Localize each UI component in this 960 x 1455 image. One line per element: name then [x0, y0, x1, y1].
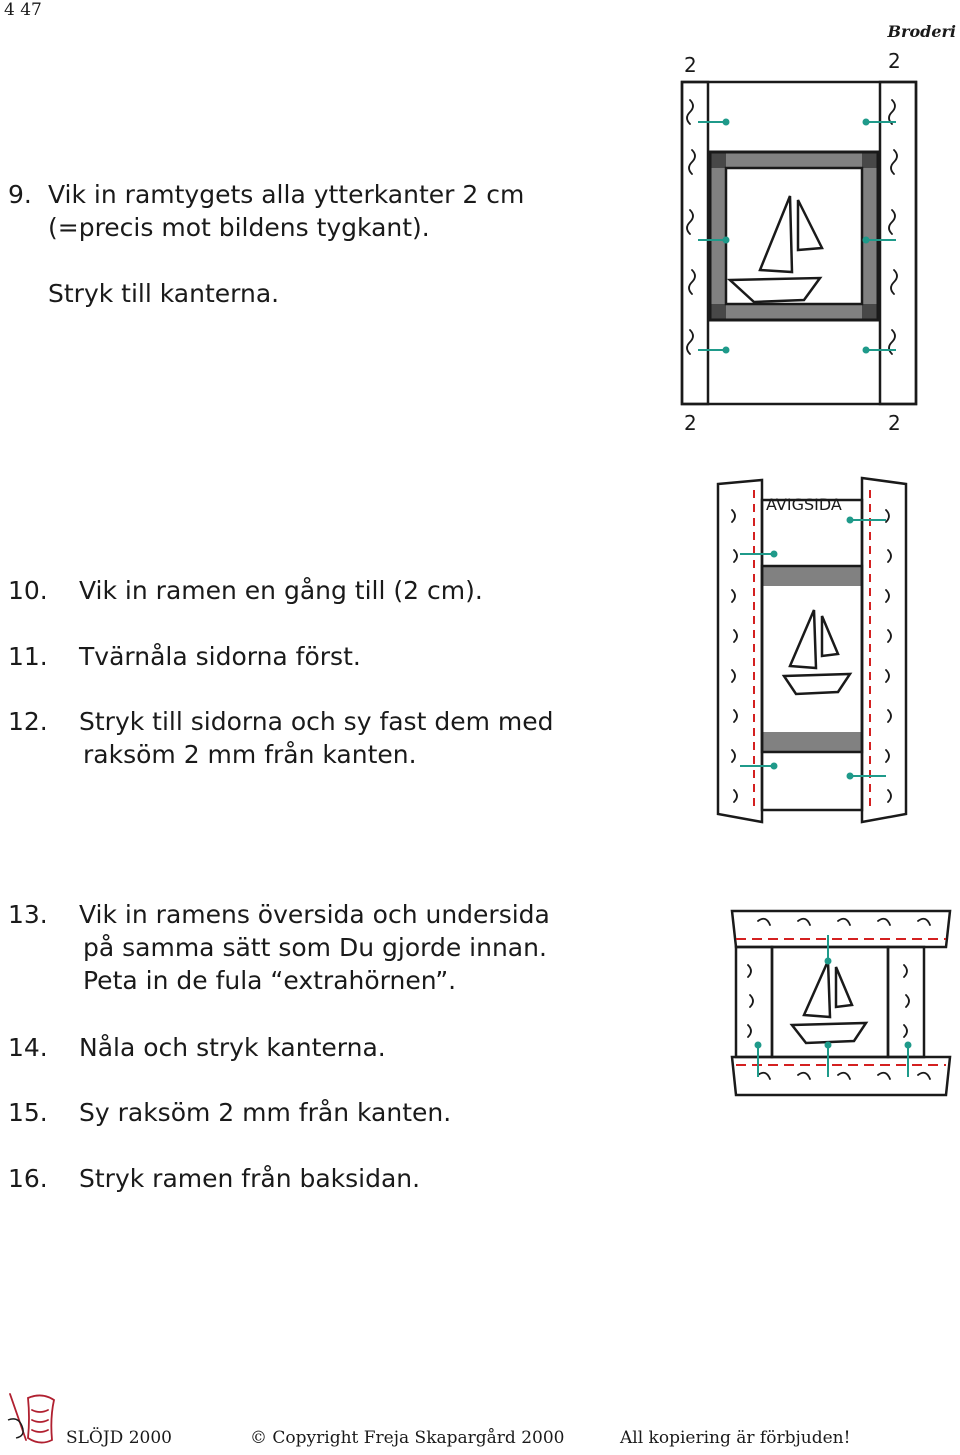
step-11: [8, 640, 361, 673]
step-text: raksöm 2 mm från kanten.: [83, 740, 417, 769]
slojd-logo-icon: [6, 1390, 58, 1450]
step-number: 16.: [8, 1164, 48, 1193]
step-number: 12.: [8, 707, 48, 736]
footer-brand: SLÖJD 2000: [66, 1428, 172, 1448]
step-text: (=precis mot bildens tygkant).: [48, 213, 430, 242]
step-12: [8, 705, 554, 771]
step-text: Nåla och stryk kanterna.: [79, 1033, 386, 1062]
step-number: 9.: [8, 180, 32, 209]
fold-measure-label: 2: [888, 49, 901, 73]
step-text: Stryk till sidorna och sy fast dem med: [79, 707, 554, 736]
step-9: [8, 178, 524, 310]
step-text: på samma sätt som Du gjorde innan.: [83, 933, 547, 962]
step-text: Peta in de fula “extrahörnen”.: [83, 966, 457, 995]
step-14: [8, 1031, 386, 1064]
step-number: 14.: [8, 1033, 48, 1062]
fold-measure-label: 2: [888, 411, 901, 435]
step-15: [8, 1096, 451, 1129]
step-number: 15.: [8, 1098, 48, 1127]
step-number: 13.: [8, 900, 48, 929]
step-text: Tvärnåla sidorna först.: [79, 642, 361, 671]
figure-fold-edges: [670, 40, 930, 440]
step-text: Sy raksöm 2 mm från kanten.: [79, 1098, 452, 1127]
section-title: Broderi: [887, 22, 956, 41]
step-text: Vik in ramtygets alla ytterkanter 2 cm: [48, 180, 525, 209]
step-number: 10.: [8, 576, 48, 605]
avigsida-label: AVIGSIDA: [766, 495, 842, 514]
fold-measure-label: 2: [684, 411, 697, 435]
step-number: 11.: [8, 642, 48, 671]
step-text: Vik in ramen en gång till (2 cm).: [79, 576, 483, 605]
step-text: Stryk till kanterna.: [48, 279, 280, 308]
step-16: [8, 1162, 420, 1195]
footer-copyright: © Copyright Freja Skapargård 2000: [250, 1428, 565, 1448]
page-number: 4 47: [4, 0, 42, 20]
step-text: Vik in ramens översida och undersida: [79, 900, 550, 929]
figure-top-bottom-fold: [728, 905, 958, 1105]
step-text: Stryk ramen från baksidan.: [79, 1164, 421, 1193]
step-13: [8, 898, 550, 997]
step-10: [8, 574, 483, 607]
footer-notice: All kopiering är förbjuden!: [620, 1428, 851, 1448]
fold-measure-label: 2: [684, 53, 697, 77]
figure-avigsida: [710, 470, 920, 830]
